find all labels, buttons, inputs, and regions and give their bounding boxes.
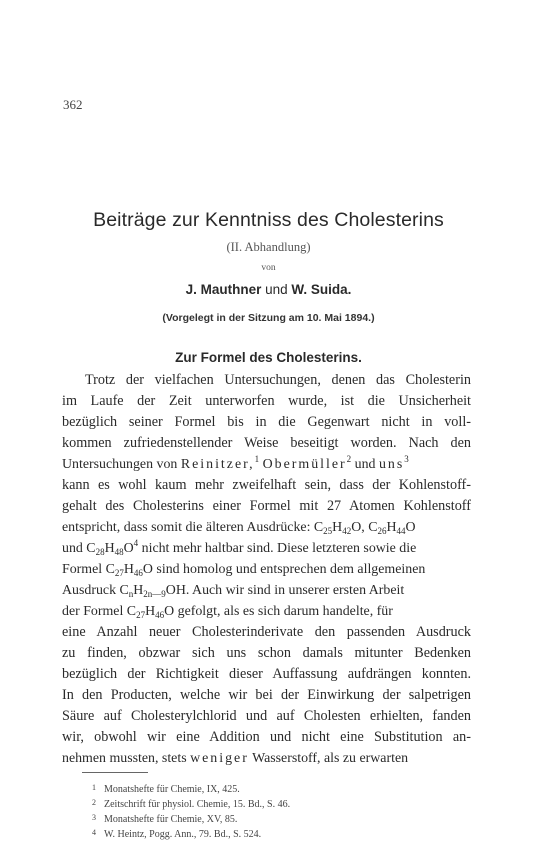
author-conjunction: und — [265, 282, 288, 297]
footnote-text: Zeitschrift für physiol. Chemie, 15. Bd., S. 46. — [104, 799, 291, 810]
author-ref: Reinitzer, — [180, 457, 255, 472]
footnote-text: Monatshefte für Chemie, XV, 85. — [104, 814, 238, 825]
body-line: Ausdruck $C_nH_{2n—9}OH$. Auch wir sind in unserer ersten Arbeit — [62, 583, 405, 599]
body-line: In den Producten, welche wir bei der Einwirkung der salpetrigen — [62, 687, 471, 703]
page-number: 362 — [63, 97, 83, 112]
article-title: Beiträge zur Kenntniss des Cholesterins — [93, 209, 444, 231]
footnote-number: 4 — [92, 828, 96, 837]
footnote — [92, 828, 261, 840]
body-line: entspricht, dass somit die älteren Ausdrücke: $C_{25}H_{42}O$, $C_{26}H_{44}O$ — [62, 520, 416, 536]
body-line: Formel $C_{27}H_{46}O$ sind homolog und entsprechen dem allgemeinen — [62, 562, 426, 578]
body-line: gehalt des Cholesterins einer Formel mit 27 Atomen Kohlenstoff — [62, 498, 471, 514]
footnote-ref: 4 — [133, 538, 139, 548]
footnote-text: Monatshefte für Chemie, IX, 425. — [104, 784, 240, 795]
author-mauthner: J. Mauthner — [185, 282, 262, 297]
footnote — [92, 783, 240, 795]
body-line: eine Anzahl neuer Cholesterinderivate den passenden Ausdruck — [62, 624, 471, 640]
footnote-number: 3 — [92, 813, 96, 822]
body-line: bezüglich seiner Formel bis in die Gegenwart nicht in voll- — [62, 414, 471, 430]
body-line: nehmen mussten, stets weniger Wasserstoff, als zu erwarten — [62, 751, 409, 766]
body-line: wir, obwohl wir eine Addition und nicht eine Substitution an- — [62, 729, 471, 745]
footnote-text: W. Heintz, Pogg. Ann., 79. Bd., S. 524. — [104, 829, 262, 840]
body-line: bezüglich der Richtigkeit dieser Auffassung aufdrängen konnten. — [62, 666, 471, 682]
footnote-number: 1 — [92, 783, 96, 792]
body-line: Trotz der vielfachen Untersuchungen, denen das Cholesterin — [85, 372, 471, 388]
footnote — [92, 798, 290, 810]
body-line: Untersuchungen von Reinitzer,$^1$ Obermüller$^2$ und uns$^3$ — [62, 454, 409, 472]
footnote-ref: 1 — [254, 454, 260, 464]
body-line: Säure auf Cholesterylchlorid und auf Cholesten erhielten, fanden — [62, 708, 471, 724]
body-line: und $C_{28}H_{48}O^4$ nicht mehr haltbar sind. Diese letzteren sowie die — [62, 538, 417, 557]
body-line: der Formel $C_{27}H_{46}O$ gefolgt, als es sich darum handelte, für — [62, 604, 393, 620]
footnote — [92, 813, 237, 825]
section-heading: Zur Formel des Cholesterins. — [175, 350, 362, 365]
author-ref: Obermüller — [262, 457, 347, 472]
author-suida: W. Suida. — [291, 282, 352, 297]
footnote-divider — [82, 772, 148, 773]
body-line: kann es wohl kaum mehr zweifelhaft sein, dass der Kohlenstoff- — [62, 477, 471, 493]
authors — [0, 282, 537, 297]
body-line: kommen zufriedenstellender Weise beseitigt worden. Nach den — [62, 435, 471, 451]
byline-von: von — [261, 263, 276, 273]
footnote-ref: 3 — [404, 454, 409, 464]
footnote-number: 2 — [92, 798, 96, 807]
footnote-ref: 2 — [346, 454, 352, 464]
article-subtitle: (II. Abhandlung) — [226, 240, 311, 254]
body-line: im Laufe der Zeit unterworfen wurde, ist die Unsicherheit — [62, 393, 471, 409]
emphasis: weniger — [190, 751, 249, 766]
author-ref: uns — [378, 457, 405, 472]
body-line: zu finden, obzwar sich uns schon damals mitunter Bedenken — [62, 645, 471, 661]
presentation-note: (Vorgelegt in der Sitzung am 10. Mai 1894.) — [162, 312, 375, 324]
